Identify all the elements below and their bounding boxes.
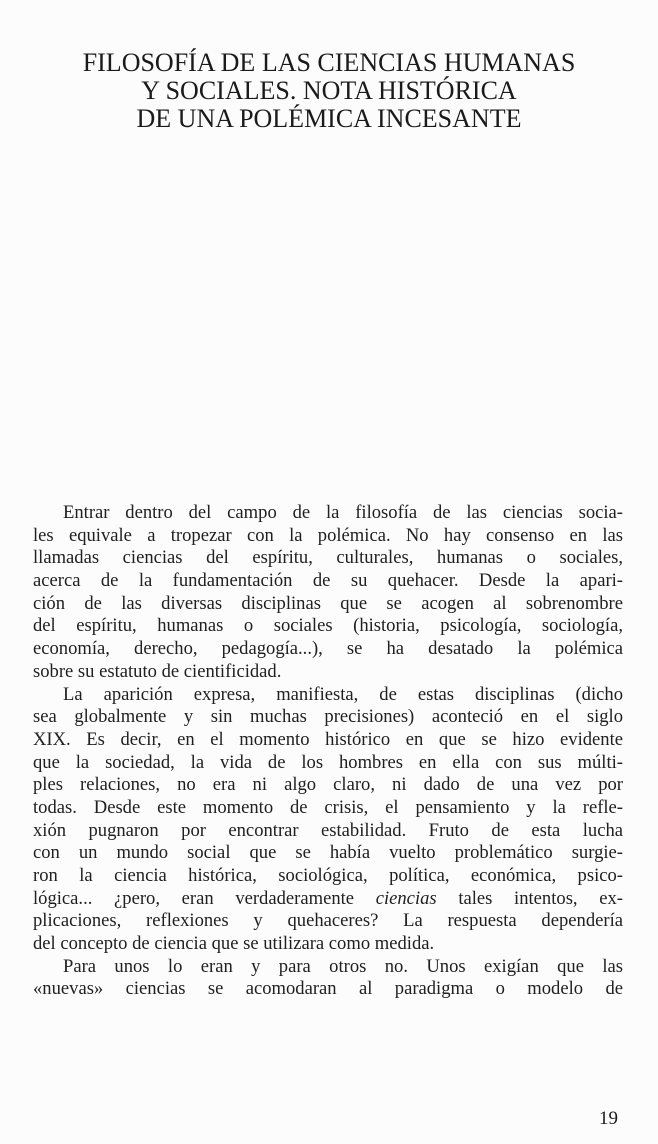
- text-line: que la sociedad, la vida de los hombres en ella con sus múlti-: [33, 751, 623, 773]
- text-line: con un mundo social que se había vuelto problemático surgie-: [33, 842, 623, 864]
- text-line: acerca de la fundamentación de su quehacer. Desde la apari-: [33, 570, 623, 592]
- chapter-title-line: FILOSOFÍA DE LAS CIENCIAS HUMANAS: [82, 48, 576, 77]
- chapter-title: [0, 49, 658, 133]
- text-line: ron la ciencia histórica, sociológica, política, económica, psico-: [33, 865, 623, 886]
- text-line: XIX. Es decir, en el momento histórico en que se hizo evidente: [33, 728, 623, 750]
- text-line: plicaciones, reflexiones y quehaceres? La respuesta dependería: [33, 910, 623, 932]
- text-line: del espíritu, humanas o sociales (historia, psicología, sociología,: [33, 615, 623, 637]
- chapter-title-line: DE UNA POLÉMICA INCESANTE: [136, 104, 522, 133]
- text-line: ción de las diversas disciplinas que se acogen al sobrenombre: [33, 592, 623, 614]
- text-line: Entrar dentro del campo de la filosofía de las ciencias socia-: [63, 502, 623, 523]
- text-line: economía, derecho, pedagogía...), se ha desatado la polémica: [33, 638, 623, 660]
- text-segment: tales intentos, ex-: [458, 887, 623, 909]
- body-text: [33, 502, 623, 1001]
- text-line: todas. Desde este momento de crisis, el pensamiento y la refle-: [33, 796, 623, 818]
- chapter-title-line: Y SOCIALES. NOTA HISTÓRICA: [141, 76, 517, 105]
- text-line: sobre su estatuto de cientificidad.: [33, 660, 282, 682]
- text-line: ples relaciones, no era ni algo claro, ni dado de una vez por: [33, 774, 623, 796]
- text-line: xión pugnaron por encontrar estabilidad. Fruto de esta lucha: [33, 819, 623, 841]
- text-segment: lógica... ¿pero, eran verdaderamente: [33, 887, 355, 909]
- text-line: les equivale a tropezar con la polémica. No hay consenso en las: [33, 524, 623, 546]
- paragraph: [33, 684, 623, 956]
- text-line: Para unos lo eran y para otros no. Unos exigían que las: [63, 955, 623, 977]
- text-line: «nuevas» ciencias se acomodaran al paradigma o modelo de: [33, 978, 623, 1000]
- text-line: llamadas ciencias del espíritu, culturales, humanas o sociales,: [33, 547, 623, 569]
- text-line-with-emphasis: [33, 888, 623, 911]
- text-line: del concepto de ciencia que se utilizara como medida.: [33, 933, 435, 955]
- emphasis-ciencias: ciencias: [375, 887, 437, 909]
- paragraph: [33, 502, 623, 684]
- page-number: 19: [599, 1108, 618, 1129]
- text-line: sea globalmente y sin muchas precisiones) aconteció en el siglo: [33, 706, 623, 728]
- paragraph: [33, 956, 623, 1001]
- text-line: La aparición expresa, manifiesta, de estas disciplinas (dicho: [63, 683, 623, 705]
